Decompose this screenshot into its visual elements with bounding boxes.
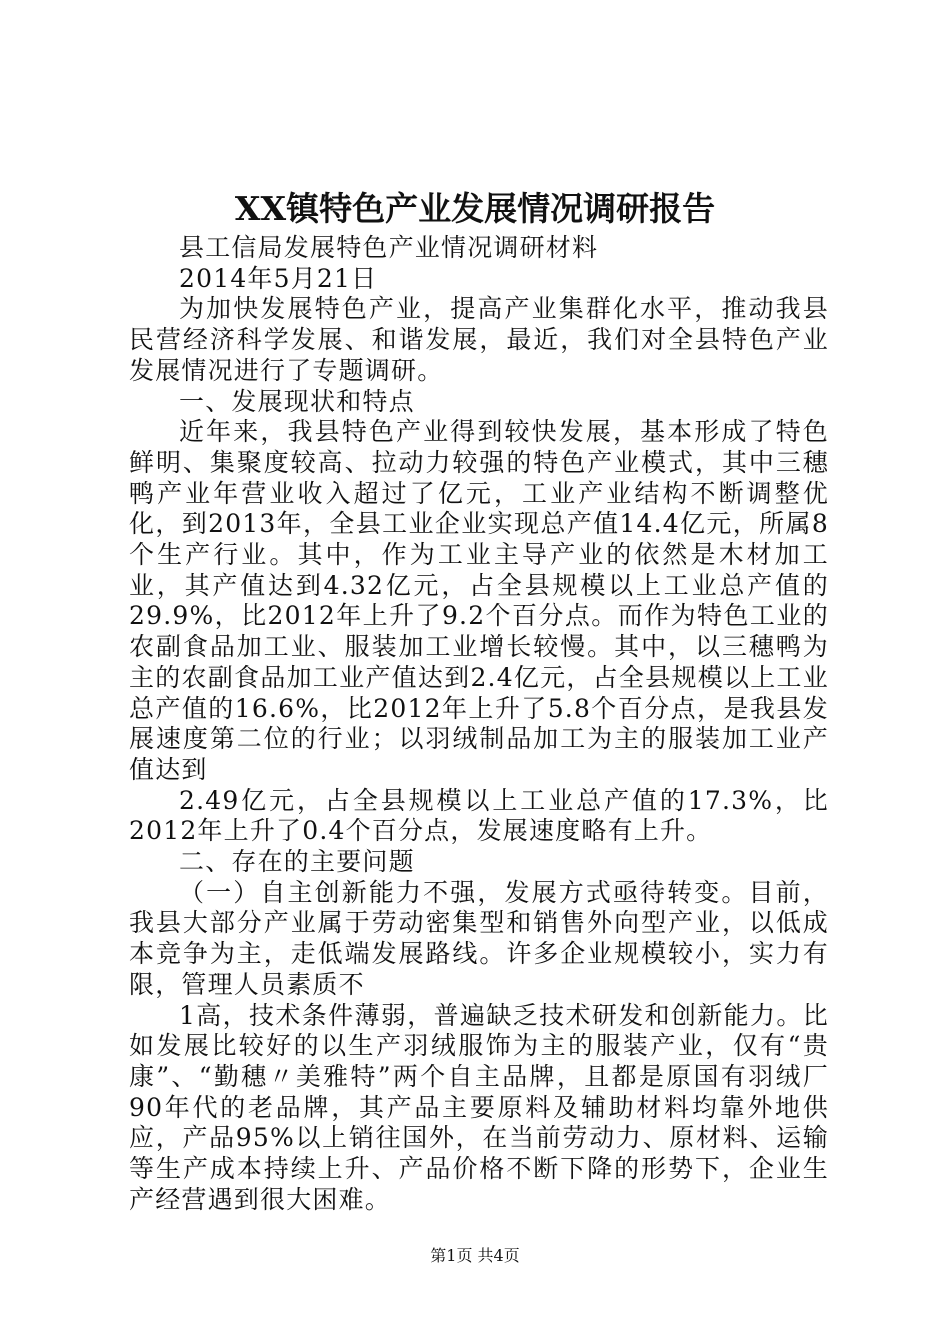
intro-paragraph: 为加快发展特色产业，提高产业集群化水平，推动我县民营经济科学发展、和谐发展，最近，我们对全县特色产业发展情况进行了专题调研。 xyxy=(129,294,829,385)
body-paragraph: 近年来，我县特色产业得到较快发展，基本形成了特色鲜明、集聚度较高、拉动力较强的特色产业模式，其中三穗鸭产业年营业收入超过了亿元，工业产业结构不断调整优化，到2013年，全县工业企业实现总产值14.4亿元，所属8个生产行业。其中，作为工业主导产业的依然是木材加工业，其产值达到4.32亿元，占全县规模以上工业总产值的29.9%，比2012年上升了9.2个百分点。而作为特色工业的农副食品加工业、服装加工业增长较慢。其中，以三穗鸭为主的农副食品加工业产值达到2.4亿元，占全县规模以上工业总产值的16.6%，比2012年上升了5.8个百分点，是我县发展速度第二位的行业；以羽绒制品加工为主的服装加工业产值达到 xyxy=(129,417,829,784)
section-heading-2: 二、存在的主要问题 xyxy=(179,847,415,877)
document-title: XX镇特色产业发展情况调研报告 xyxy=(234,189,716,228)
body-paragraph: 1高，技术条件薄弱，普遍缺乏技术研发和创新能力。比如发展比较好的以生产羽绒服饰为主的服装产业，仅有“贵康”、“勤穗〃美雅特”两个自主品牌，且都是原国有羽绒厂90年代的老品牌，其产品主要原料及辅助材料均靠外地供应，产品95%以上销往国外，在当前劳动力、原材料、运输等生产成本持续上升、产品价格不断下降的形势下，企业生产经营遇到很大困难。 xyxy=(129,1000,829,1214)
section-heading-1: 一、发展现状和特点 xyxy=(179,386,415,416)
document-body xyxy=(129,233,829,1216)
subtitle-line: 县工信局发展特色产业情况调研材料 xyxy=(179,233,599,262)
body-paragraph: （一）自主创新能力不强，发展方式亟待转变。目前，我县大部分产业属于劳动密集型和销售外向型产业，以低成本竞争为主，走低端发展路线。许多企业规模较小，实力有限，管理人员素质不 xyxy=(129,877,829,999)
body-paragraph: 2.49亿元，占全县规模以上工业总产值的17.3%，比2012年上升了0.4个百分点，发展速度略有上升。 xyxy=(129,785,829,846)
date-line: 2014年5月21日 xyxy=(179,263,378,293)
page-number-footer: 第1页 共4页 xyxy=(430,1246,520,1265)
